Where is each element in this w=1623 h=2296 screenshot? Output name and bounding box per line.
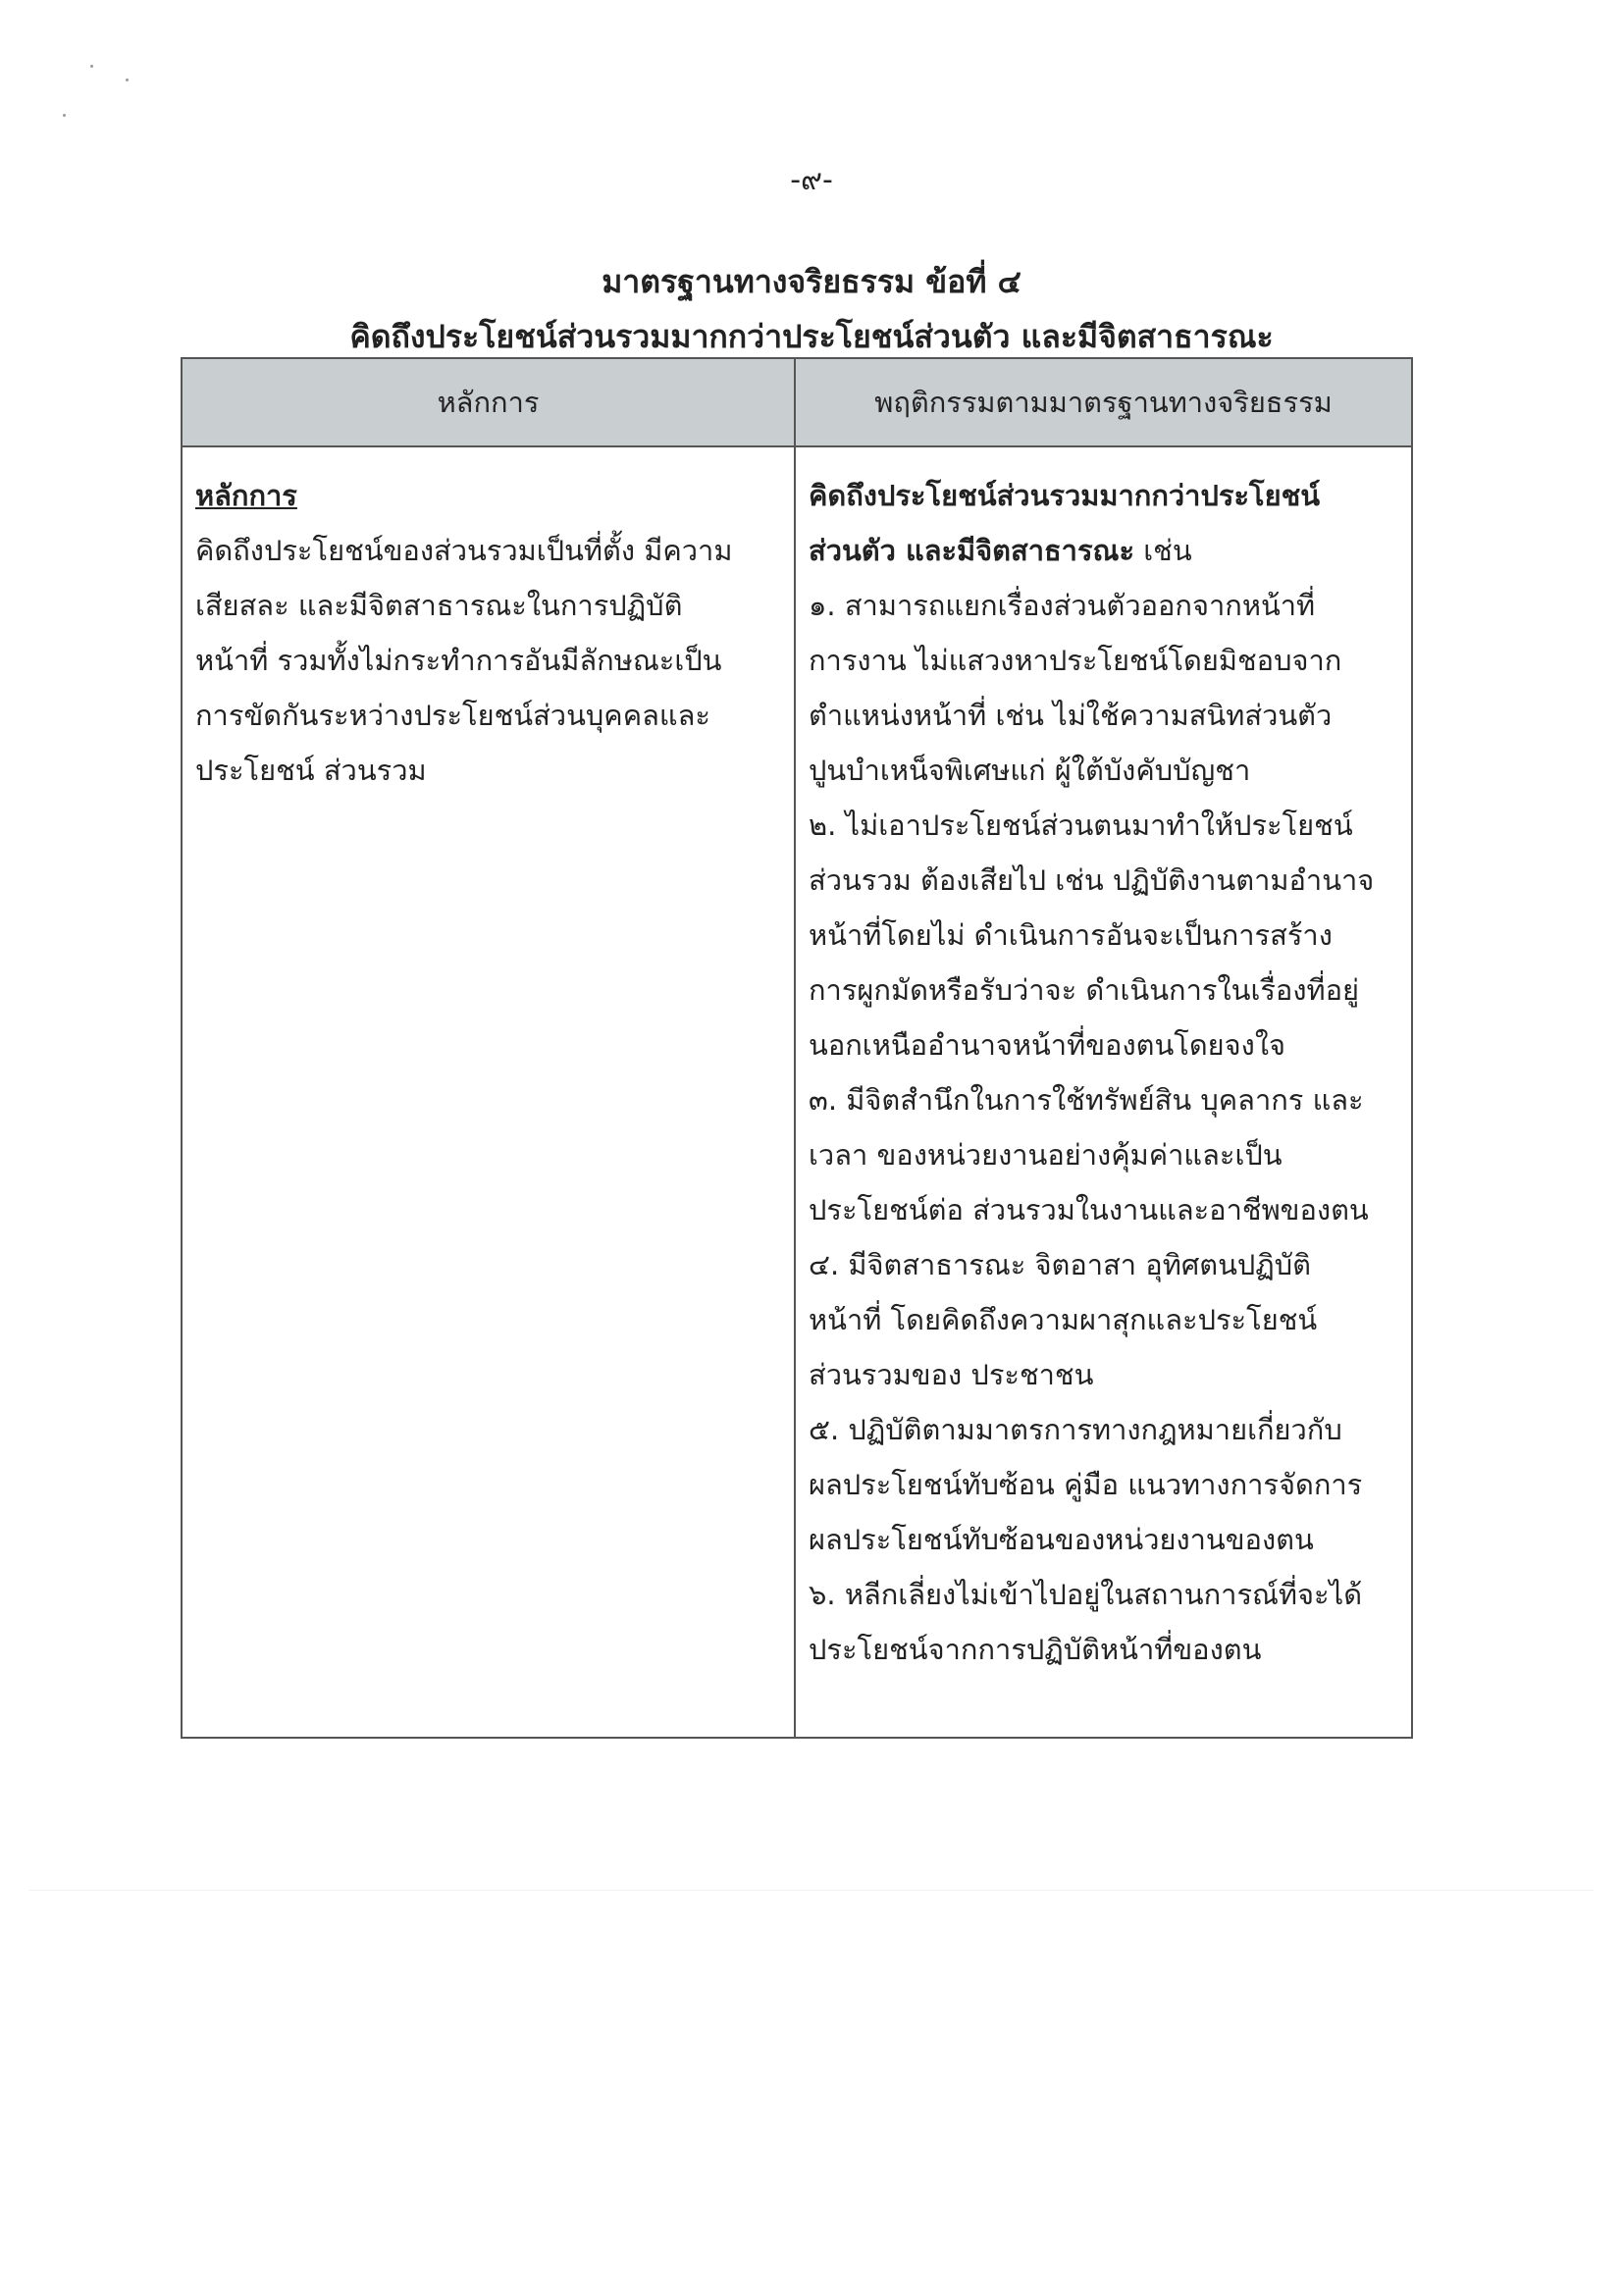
- scan-speck: [90, 65, 93, 68]
- page-number: -๙-: [790, 163, 833, 197]
- behavior-line: ปูนบำเหน็จพิเศษแก่ ผู้ใต้บังคับบัญชา: [809, 754, 1251, 787]
- behavior-line: ผลประโยชน์ทับซ้อน คู่มือ แนวทางการจัดการ: [809, 1468, 1363, 1501]
- principle-line: การขัดกันระหว่างประโยชน์ส่วนบุคคลและ: [195, 699, 710, 732]
- behavior-heading-line2: [809, 523, 1398, 578]
- behavior-line: ประโยชน์ต่อ ส่วนรวมในงานและอาชีพของตน: [809, 1193, 1369, 1226]
- header-behavior: พฤติกรรมตามมาตรฐานทางจริยธรรม: [795, 358, 1412, 446]
- behavior-line: หน้าที่โดยไม่ ดำเนินการอันจะเป็นการสร้าง: [809, 918, 1333, 952]
- scan-speck: [63, 114, 66, 117]
- behavior-line: นอกเหนืออำนาจหน้าที่ของตนโดยจงใจ: [809, 1028, 1285, 1062]
- behavior-line: ๒. ไม่เอาประโยชน์ส่วนตนมาทำให้ประโยชน์: [809, 809, 1353, 842]
- behavior-line: การผูกมัดหรือรับว่าจะ ดำเนินการในเรื่องที่อยู่: [809, 973, 1360, 1007]
- behavior-line: ประโยชน์จากการปฏิบัติหน้าที่ของตน: [809, 1633, 1262, 1666]
- behavior-heading-rest: เช่น: [1134, 534, 1192, 567]
- principle-line: ประโยชน์ ส่วนรวม: [195, 754, 427, 787]
- behavior-line: เวลา ของหน่วยงานอย่างคุ้มค่าและเป็น: [809, 1138, 1283, 1172]
- behavior-cell: [795, 446, 1412, 1738]
- behavior-line: ๑. สามารถแยกเรื่องส่วนตัวออกจากหน้าที่: [809, 589, 1316, 622]
- table-row: [182, 446, 1412, 1738]
- behavior-line: ผลประโยชน์ทับซ้อนของหน่วยงานของตน: [809, 1523, 1314, 1556]
- behavior-line: ๖. หลีกเลี่ยงไม่เข้าไปอยู่ในสถานการณ์ที่จะได้: [809, 1578, 1363, 1611]
- standard-title: มาตรฐานทางจริยธรรม ข้อที่ ๔: [602, 263, 1021, 300]
- scan-divider: [29, 1890, 1594, 1891]
- behavior-line: หน้าที่ โดยคิดถึงความผาสุกและประโยชน์: [809, 1303, 1318, 1336]
- principle-line: เสียสละ และมีจิตสาธารณะในการปฏิบัติ: [195, 589, 683, 622]
- principle-line: หน้าที่ รวมทั้งไม่กระทำการอันมีลักษณะเป็น: [195, 644, 722, 677]
- behavior-line: ส่วนรวมของ ประชาชน: [809, 1358, 1094, 1391]
- behavior-heading-bold: ส่วนตัว และมีจิตสาธารณะ: [809, 534, 1135, 567]
- principle-line: คิดถึงประโยชน์ของส่วนรวมเป็นที่ตั้ง มีความ: [195, 534, 733, 567]
- behavior-line: ๔. มีจิตสาธารณะ จิตอาสา อุทิศตนปฏิบัติ: [809, 1248, 1312, 1281]
- principle-heading: หลักการ: [195, 479, 297, 512]
- scan-speck: [126, 78, 129, 81]
- behavior-line: ๓. มีจิตสำนึกในการใช้ทรัพย์สิน บุคลากร และ: [809, 1083, 1364, 1117]
- behavior-heading: คิดถึงประโยชน์ส่วนรวมมากกว่าประโยชน์: [809, 479, 1321, 512]
- behavior-line: การงาน ไม่แสวงหาประโยชน์โดยมิชอบจาก: [809, 644, 1342, 677]
- table-header-row: [182, 358, 1412, 446]
- standards-table: [181, 357, 1413, 1739]
- behavior-line: ตำแหน่งหน้าที่ เช่น ไม่ใช้ความสนิทส่วนตัว: [809, 699, 1333, 732]
- principle-cell: [182, 446, 795, 1738]
- behavior-line: ๕. ปฏิบัติตามมาตรการทางกฎหมายเกี่ยวกับ: [809, 1413, 1342, 1446]
- behavior-line: ส่วนรวม ต้องเสียไป เช่น ปฏิบัติงานตามอำนาจ: [809, 863, 1375, 897]
- header-principle: หลักการ: [182, 358, 795, 446]
- standard-subtitle: คิดถึงประโยชน์ส่วนรวมมากกว่าประโยชน์ส่วนตัว และมีจิตสาธารณะ: [349, 318, 1274, 355]
